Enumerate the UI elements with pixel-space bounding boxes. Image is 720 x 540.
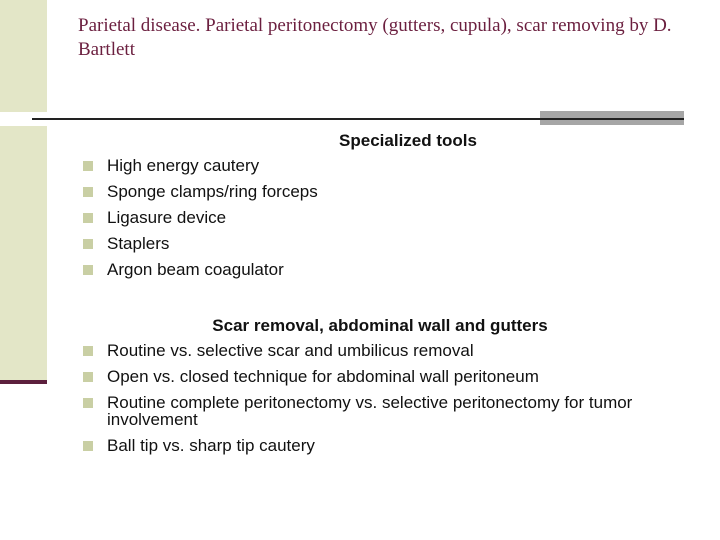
section-heading-tools: Specialized tools	[339, 131, 477, 150]
square-bullet-icon	[83, 265, 93, 275]
square-bullet-icon	[83, 372, 93, 382]
list-item	[83, 209, 683, 226]
list-item-text: Ligasure device	[107, 208, 227, 227]
square-bullet-icon	[83, 441, 93, 451]
list-item-text: Routine complete peritonectomy vs. selective peritonectomy for tumor involvement	[107, 393, 633, 429]
square-bullet-icon	[83, 398, 93, 408]
list-item	[83, 261, 683, 278]
section-heading-scar-removal: Scar removal, abdominal wall and gutters	[212, 316, 548, 335]
list-item-text: Sponge clamps/ring forceps	[107, 182, 318, 201]
square-bullet-icon	[83, 346, 93, 356]
list-item	[83, 368, 683, 385]
list-item-text: Argon beam coagulator	[107, 260, 284, 279]
list-item	[83, 183, 683, 200]
left-decor-bar-bottom	[0, 126, 47, 380]
list-item-text: Routine vs. selective scar and umbilicus removal	[107, 341, 474, 360]
square-bullet-icon	[83, 239, 93, 249]
left-decor-accent	[0, 380, 47, 384]
scar-removal-list	[83, 342, 683, 463]
list-item	[83, 157, 683, 174]
tools-list	[83, 157, 683, 287]
list-item-text: Staplers	[107, 234, 170, 253]
list-item-text: Open vs. closed technique for abdominal wall peritoneum	[107, 367, 539, 386]
list-item-text: Ball tip vs. sharp tip cautery	[107, 436, 315, 455]
left-decor-bar-top	[0, 0, 47, 112]
list-item-text: High energy cautery	[107, 156, 260, 175]
slide-title: Parietal disease. Parietal peritonectomy (gutters, cupula), scar removing by D. Bartlett	[78, 15, 672, 60]
list-item	[83, 235, 683, 252]
list-item	[83, 394, 683, 428]
square-bullet-icon	[83, 213, 93, 223]
square-bullet-icon	[83, 187, 93, 197]
list-item	[83, 437, 683, 454]
square-bullet-icon	[83, 161, 93, 171]
list-item	[83, 342, 683, 359]
title-rule	[32, 118, 684, 120]
